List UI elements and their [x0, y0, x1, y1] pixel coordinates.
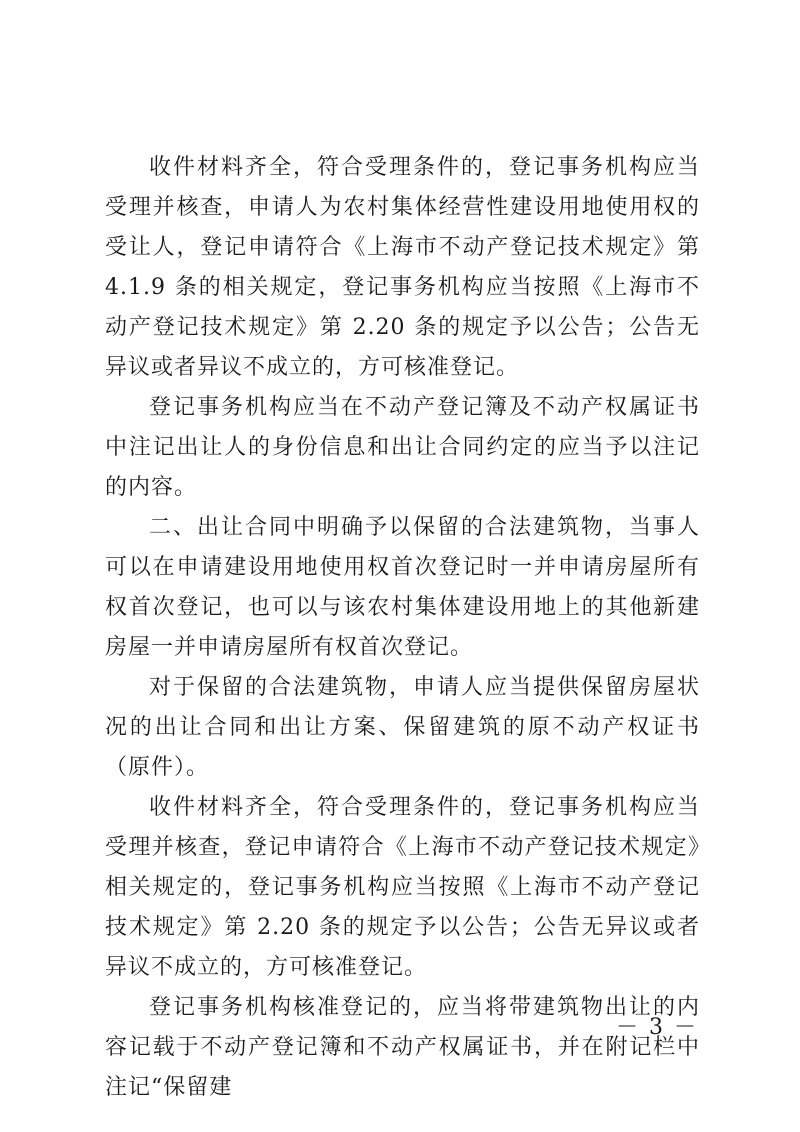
paragraph-acceptance-review: 收件材料齐全，符合受理条件的，登记事务机构应当受理并核查，申请人为农村集体经营性建设用地使用权的受让人，登记申请符合《上海市不动产登记技术规定》第 4.1.9 条的相关规定，登记事务机构应当按照《上海市不动产登记技术规定》第 2.20 条的规定予以公告；公告无异议或者异议不成立的，方可核准登记。 [105, 155, 700, 380]
paragraph-acceptance-review-2: 收件材料齐全，符合受理条件的，登记事务机构应当受理并核查，登记申请符合《上海市不动产登记技术规定》相关规定的，登记事务机构应当按照《上海市不动产登记技术规定》第 2.20 条的规定予以公告；公告无异议或者异议不成立的，方可核准登记。 [105, 795, 700, 980]
paragraph-required-documents: 对于保留的合法建筑物，申请人应当提供保留房屋状况的出让合同和出让方案、保留建筑的原不动产权证书（原件）。 [105, 675, 700, 780]
paragraph-annotation-transferor: 登记事务机构应当在不动产登记簿及不动产权属证书中注记出让人的身份信息和出让合同约定的应当予以注记的内容。 [105, 395, 700, 500]
paragraph-retained-buildings: 二、出让合同中明确予以保留的合法建筑物，当事人可以在申请建设用地使用权首次登记时一并申请房屋所有权首次登记，也可以与该农村集体建设用地上的其他新建房屋一并申请房屋所有权首次登记。 [105, 515, 700, 660]
document-body [105, 148, 700, 1108]
paragraph-approval-recording: 登记事务机构核准登记的，应当将带建筑物出让的内容记载于不动产登记簿和不动产权属证书，并在附记栏中注记“保留建 [105, 995, 700, 1100]
page-number: － 3 － [616, 1015, 698, 1040]
